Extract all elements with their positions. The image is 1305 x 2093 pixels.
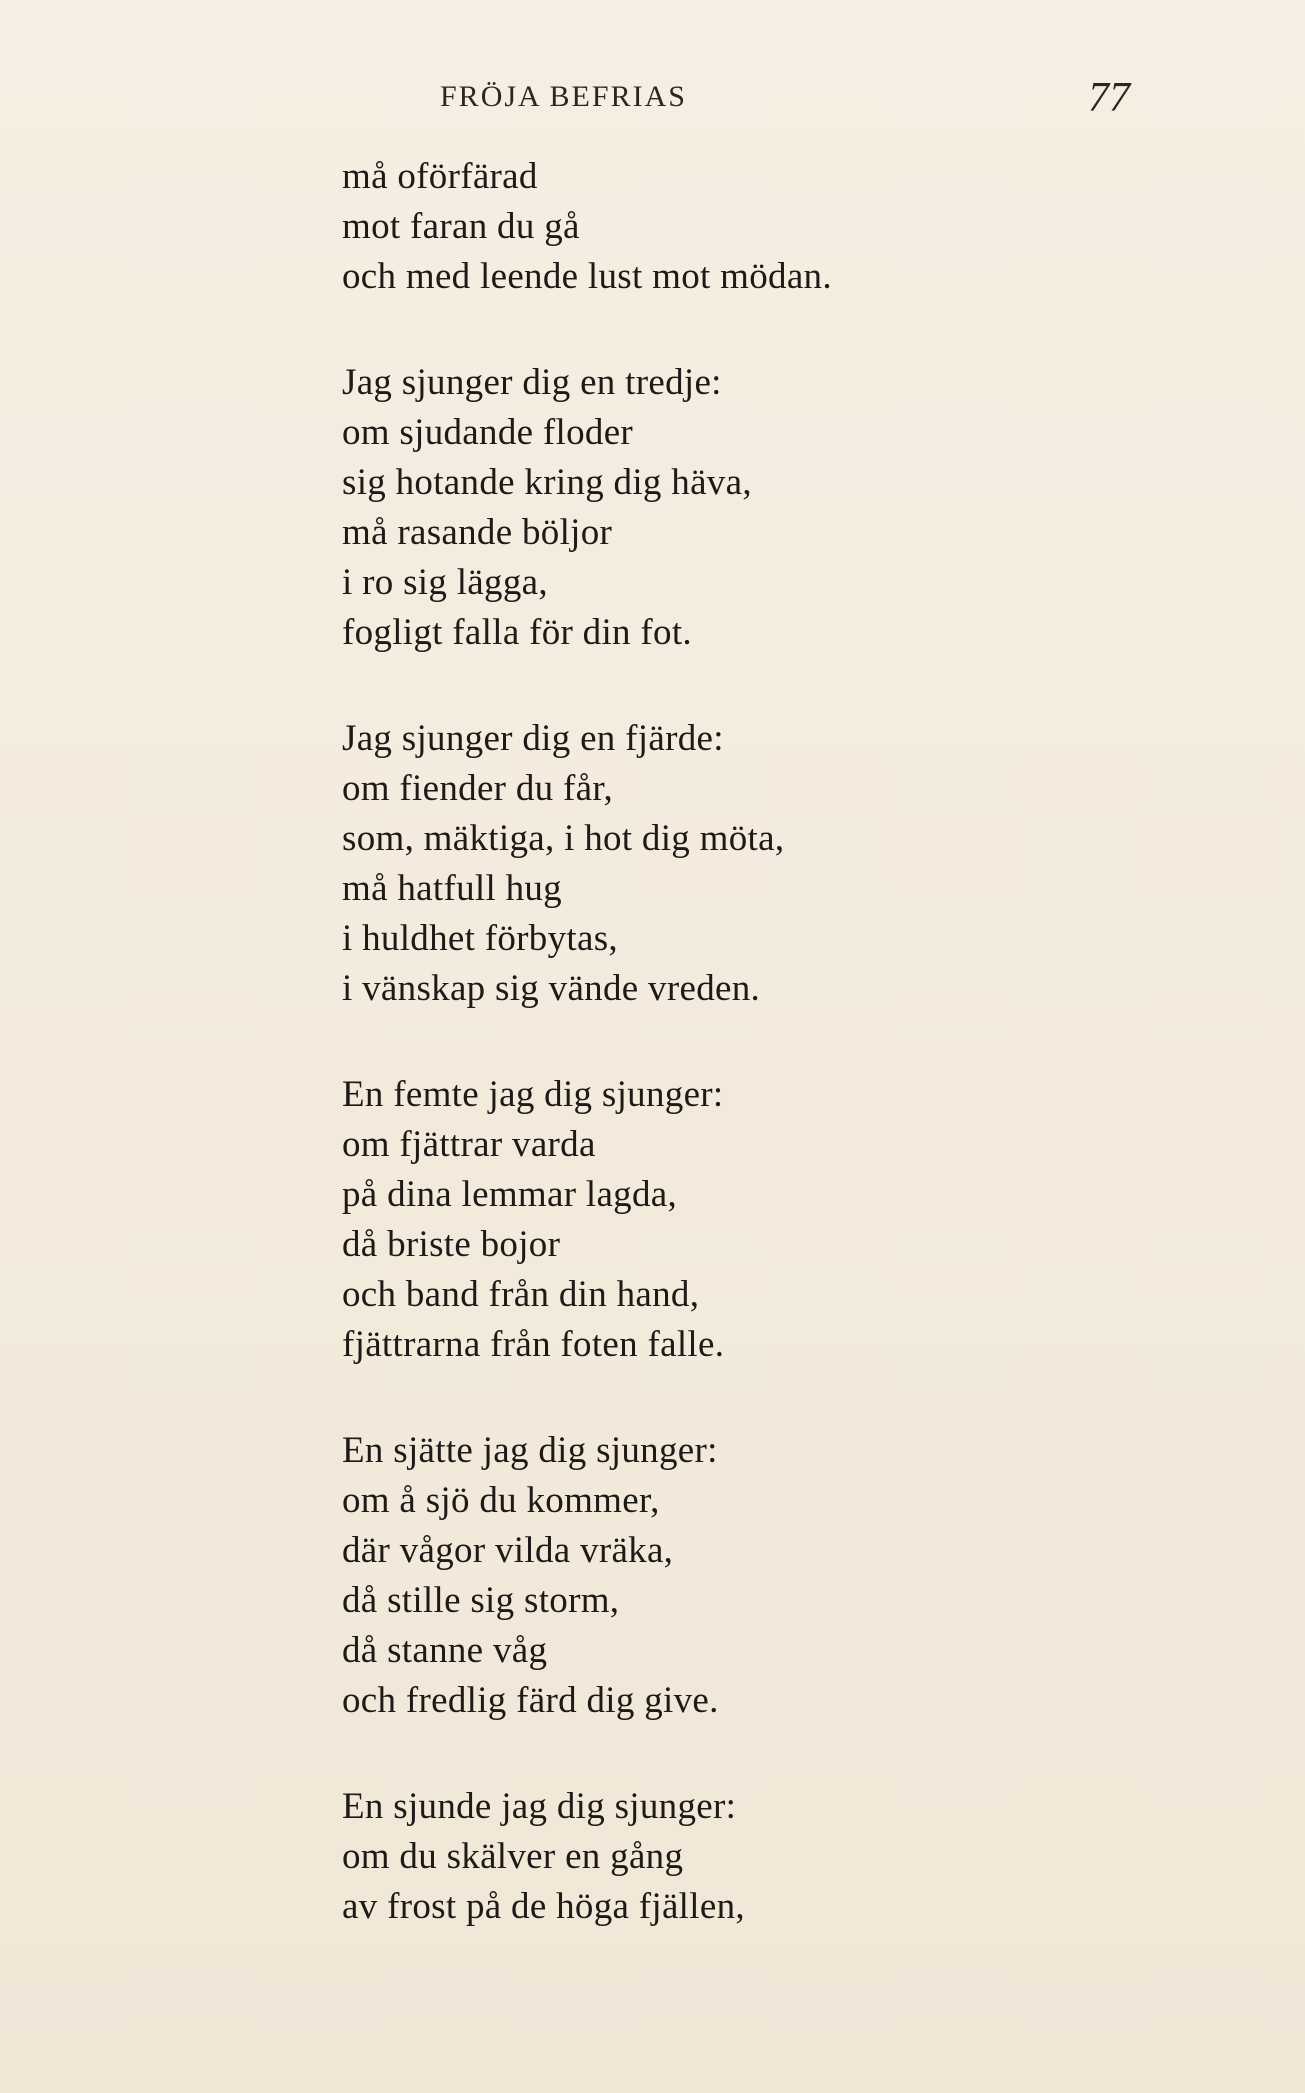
poem-line: och band från din hand,	[342, 1274, 700, 1315]
stanza-1	[342, 152, 1242, 302]
poem-line: som, mäktiga, i hot dig möta,	[342, 818, 785, 859]
poem-line: i ro sig lägga,	[342, 562, 548, 603]
poem-line: En sjätte jag dig sjunger:	[342, 1430, 718, 1471]
poem-line: Jag sjunger dig en fjärde:	[342, 718, 724, 759]
poem-line: och med leende lust mot mödan.	[342, 256, 832, 297]
poem-line: av frost på de höga fjällen,	[342, 1886, 745, 1927]
stanza-5	[342, 1426, 1242, 1726]
stanza-3	[342, 714, 1242, 1014]
poem-line: må hatfull hug	[342, 868, 562, 909]
poem-line: om å sjö du kommer,	[342, 1480, 660, 1521]
poem-line: om fiender du får,	[342, 768, 614, 809]
stanza-2	[342, 358, 1242, 658]
poem-line: om du skälver en gång	[342, 1836, 684, 1877]
poem-line: på dina lemmar lagda,	[342, 1174, 678, 1215]
poem-line: Jag sjunger dig en tredje:	[342, 362, 722, 403]
running-head: FRÖJA BEFRIAS	[440, 80, 687, 113]
stanza-4	[342, 1070, 1242, 1370]
stanza-6	[342, 1782, 1242, 1932]
poem-line: fjättrarna från foten falle.	[342, 1324, 725, 1365]
poem-line: då stanne våg	[342, 1630, 548, 1671]
poem-line: En femte jag dig sjunger:	[342, 1074, 724, 1115]
poem-line: då briste bojor	[342, 1224, 561, 1265]
poem-line: må oförfärad	[342, 156, 538, 197]
poem-line: fogligt falla för din fot.	[342, 612, 692, 653]
poem-line: sig hotande kring dig häva,	[342, 462, 752, 503]
poem-line: om sjudande floder	[342, 412, 634, 453]
poem-line: må rasande böljor	[342, 512, 613, 553]
poem-line: om fjättrar varda	[342, 1124, 596, 1165]
poem-line: där vågor vilda vräka,	[342, 1530, 674, 1571]
page-number: 77	[1088, 75, 1130, 121]
poem-line: i huldhet förbytas,	[342, 918, 618, 959]
poem-line: En sjunde jag dig sjunger:	[342, 1786, 737, 1827]
poem-line: då stille sig storm,	[342, 1580, 620, 1621]
poem-line: mot faran du gå	[342, 206, 580, 247]
poem-line: i vänskap sig vände vreden.	[342, 968, 761, 1009]
poem-body	[342, 152, 1242, 1932]
poem-line: och fredlig färd dig give.	[342, 1680, 719, 1721]
